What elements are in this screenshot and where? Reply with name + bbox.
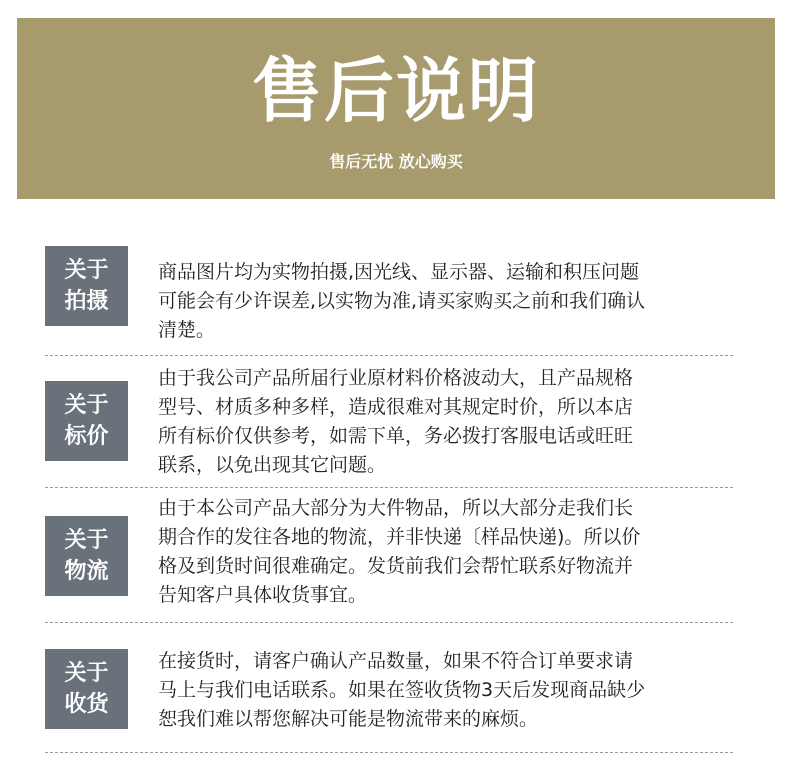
section-text-receiving [158, 647, 738, 734]
text-line: 恕我们难以帮您解决可能是物流带来的麻烦。 [158, 708, 539, 730]
divider [45, 622, 733, 623]
tag-label-line2: 标价 [64, 424, 109, 449]
divider [45, 355, 733, 356]
tag-label-line1: 关于 [64, 661, 109, 686]
section-text-logistics [158, 494, 738, 610]
tag-label-line1: 关于 [64, 528, 109, 553]
divider [45, 487, 733, 488]
text-line: 马上与我们电话联系。如果在签收货物3天后发现商品缺少 [158, 679, 646, 701]
text-line: 清楚。 [158, 319, 216, 341]
text-line: 由于本公司产品大部分为大件物品，所以大部分走我们长 [158, 497, 634, 519]
tag-photography [45, 246, 128, 326]
page-title: 售后说明 [252, 50, 540, 132]
tag-label-line1: 关于 [64, 393, 109, 418]
text-line: 告知客户具体收货事宜。 [158, 584, 368, 606]
tag-label-line2: 物流 [64, 559, 109, 584]
text-line: 联系，以免出现其它问题。 [158, 454, 387, 476]
tag-logistics [45, 516, 128, 596]
tag-label-line2: 拍摄 [64, 289, 109, 314]
text-line: 在接货时，请客户确认产品数量，如果不符合订单要求请 [158, 650, 634, 672]
text-line: 型号、材质多种多样，造成很难对其规定时价，所以本店 [158, 396, 634, 418]
tag-label-line1: 关于 [64, 258, 109, 283]
tag-pricing [45, 381, 128, 461]
text-line: 格及到货时间很难确定。发货前我们会帮忙联系好物流并 [158, 555, 634, 577]
header-banner [17, 18, 775, 199]
tag-receiving [45, 649, 128, 729]
text-line: 可能会有少许误差,以实物为准,请买家购买之前和我们确认 [158, 290, 646, 312]
text-line: 所有标价仅供参考，如需下单，务必拨打客服电话或旺旺 [158, 425, 634, 447]
text-line: 期合作的发往各地的物流，并非快递〔样品快递)。所以价 [158, 526, 641, 548]
section-text-pricing [158, 364, 738, 480]
page-subtitle: 售后无忧 放心购买 [329, 152, 463, 171]
text-line: 商品图片均为实物拍摄,因光线、显示器、运输和积压问题 [158, 261, 640, 283]
text-line: 由于我公司产品所届行业原材料价格波动大，且产品规格 [158, 367, 634, 389]
section-text-photography [158, 258, 738, 345]
tag-label-line2: 收货 [64, 692, 109, 717]
divider [45, 752, 733, 753]
